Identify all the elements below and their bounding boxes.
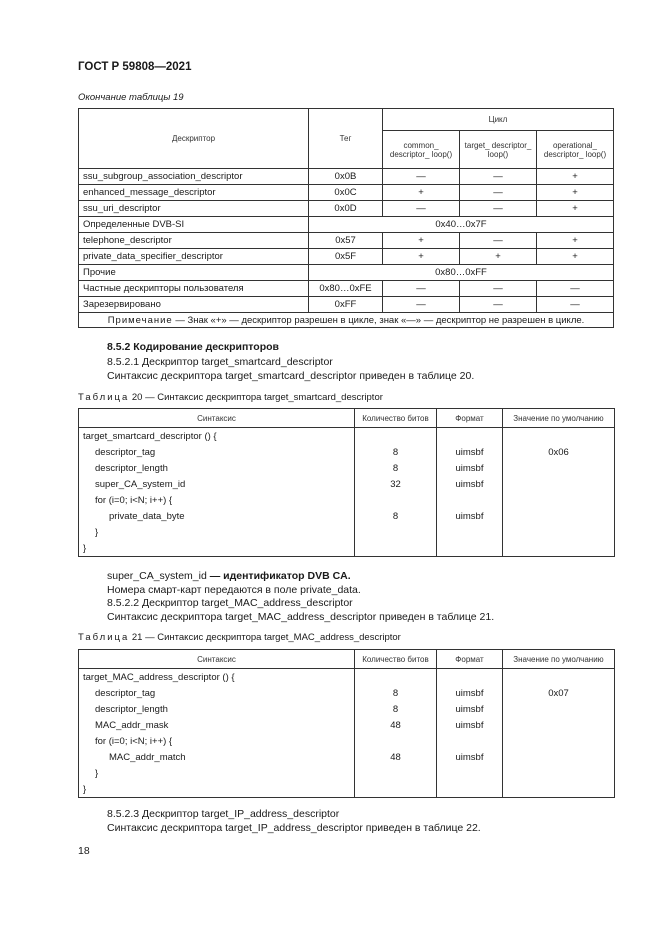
cell-syntax: for (i=0; i<N; i++) { (79, 733, 355, 749)
cell-default: 0x06 (503, 444, 615, 460)
cell-bits: 32 (355, 476, 437, 492)
cell-descriptor: Зарезервировано (79, 297, 309, 313)
cell-target: — (460, 185, 537, 201)
cell-syntax: } (79, 524, 355, 540)
table-row (79, 685, 615, 701)
cell-common: — (383, 281, 460, 297)
table-row (79, 508, 615, 524)
cell-syntax: private_data_byte (79, 508, 355, 524)
col-default: Значение по умолчанию (503, 650, 615, 669)
col-format: Формат (437, 650, 503, 669)
table-row (79, 444, 615, 460)
cell-target: — (460, 233, 537, 249)
table-19 (78, 108, 614, 328)
table19-note (79, 313, 614, 328)
cell-descriptor: enhanced_message_descriptor (79, 185, 309, 201)
table-row (79, 297, 614, 313)
cell-descriptor: telephone_descriptor (79, 233, 309, 249)
cell-common: + (383, 233, 460, 249)
paragraph: Синтаксис дескриптора target_MAC_address_descriptor приведен в таблице 21. (107, 611, 495, 623)
document-id: ГОСТ Р 59808—2021 (78, 61, 192, 73)
page-number: 18 (78, 845, 90, 857)
col-common: common_ descriptor_ loop() (383, 131, 460, 169)
cell-format (437, 428, 503, 445)
cell-bits: 8 (355, 508, 437, 524)
cell-descriptor: Частные дескрипторы пользователя (79, 281, 309, 297)
cell-default (503, 717, 615, 733)
table-row (79, 428, 615, 445)
cell-default (503, 781, 615, 798)
cell-operational: — (537, 281, 614, 297)
cell-default (503, 701, 615, 717)
table-row (79, 265, 614, 281)
col-syntax: Синтаксис (79, 409, 355, 428)
cell-default (503, 669, 615, 686)
cell-syntax: descriptor_tag (79, 685, 355, 701)
table-row (79, 249, 614, 265)
cell-format: uimsbf (437, 476, 503, 492)
cell-syntax: for (i=0; i<N; i++) { (79, 492, 355, 508)
cell-format (437, 669, 503, 686)
cell-format (437, 781, 503, 798)
paragraph: Номера смарт-карт передаются в поле private_data. (107, 584, 361, 596)
cell-common: — (383, 201, 460, 217)
cell-syntax: target_smartcard_descriptor () { (79, 428, 355, 445)
col-default: Значение по умолчанию (503, 409, 615, 428)
table-row (79, 781, 615, 798)
cell-default: 0x07 (503, 685, 615, 701)
col-bits: Количество битов (355, 650, 437, 669)
cell-format (437, 765, 503, 781)
cell-bits: 8 (355, 460, 437, 476)
cell-tag: 0xFF (309, 297, 383, 313)
term-definition: super_CA_system_id — идентификатор DVB CA. (107, 570, 351, 582)
cell-target: + (460, 249, 537, 265)
table-row (79, 233, 614, 249)
cell-tag: 0x57 (309, 233, 383, 249)
cell-syntax: MAC_addr_match (79, 749, 355, 765)
cell-default (503, 540, 615, 557)
cell-bits (355, 781, 437, 798)
cell-syntax: descriptor_length (79, 460, 355, 476)
paragraph: Синтаксис дескриптора target_smartcard_descriptor приведен в таблице 20. (107, 370, 475, 382)
cell-descriptor: private_data_specifier_descriptor (79, 249, 309, 265)
cell-common: — (383, 297, 460, 313)
col-tag: Тег (309, 109, 383, 169)
cell-default (503, 492, 615, 508)
cell-common: + (383, 249, 460, 265)
table20-caption: Таблица 20 — Синтаксис дескриптора target_smartcard_descriptor (78, 392, 383, 403)
table-row (79, 701, 615, 717)
cell-syntax: super_CA_system_id (79, 476, 355, 492)
table-row (79, 749, 615, 765)
cell-tag-range: 0x40…0x7F (309, 217, 614, 233)
cell-default (503, 476, 615, 492)
cell-default (503, 765, 615, 781)
cell-bits (355, 540, 437, 557)
table-row (79, 540, 615, 557)
cell-default (503, 428, 615, 445)
note-label: Примечание (107, 314, 173, 326)
cell-format: uimsbf (437, 460, 503, 476)
table-row (79, 169, 614, 185)
cell-syntax: MAC_addr_mask (79, 717, 355, 733)
cell-default (503, 508, 615, 524)
cell-descriptor: ssu_subgroup_association_descriptor (79, 169, 309, 185)
cell-target: — (460, 297, 537, 313)
cell-default (503, 733, 615, 749)
cell-operational: + (537, 201, 614, 217)
cell-common: + (383, 185, 460, 201)
cell-format (437, 492, 503, 508)
paragraph: Синтаксис дескриптора target_IP_address_descriptor приведен в таблице 22. (107, 822, 481, 834)
subsection-title: 8.5.2.1 Дескриптор target_smartcard_descriptor (107, 356, 333, 368)
cell-operational: + (537, 169, 614, 185)
cell-bits (355, 733, 437, 749)
table-row (79, 185, 614, 201)
section-heading: 8.5.2 Кодирование дескрипторов (107, 341, 279, 353)
table-row (79, 460, 615, 476)
table-row (79, 717, 615, 733)
cell-tag: 0x0B (309, 169, 383, 185)
cell-tag-range: 0x80…0xFF (309, 265, 614, 281)
cell-target: — (460, 169, 537, 185)
cell-bits (355, 524, 437, 540)
cell-bits (355, 669, 437, 686)
cell-tag: 0x0D (309, 201, 383, 217)
cell-format: uimsbf (437, 444, 503, 460)
table-row (79, 524, 615, 540)
cell-syntax: descriptor_tag (79, 444, 355, 460)
cell-bits: 8 (355, 444, 437, 460)
cell-descriptor: Определенные DVB-SI (79, 217, 309, 233)
subsection-title: 8.5.2.2 Дескриптор target_MAC_address_descriptor (107, 597, 353, 609)
table-row (79, 217, 614, 233)
cell-syntax: } (79, 765, 355, 781)
cell-default (503, 749, 615, 765)
cell-default (503, 524, 615, 540)
col-cycle: Цикл (383, 109, 614, 131)
cell-bits: 48 (355, 749, 437, 765)
cell-syntax: } (79, 781, 355, 798)
col-syntax: Синтаксис (79, 650, 355, 669)
cell-format: uimsbf (437, 717, 503, 733)
cell-format: uimsbf (437, 685, 503, 701)
cell-descriptor: ssu_uri_descriptor (79, 201, 309, 217)
col-bits: Количество битов (355, 409, 437, 428)
note-text: — Знак «+» — дескриптор разрешен в цикле, знак «—» — дескриптор не разрешен в цикле. (172, 314, 585, 326)
cell-tag: 0x0C (309, 185, 383, 201)
table-row (79, 281, 614, 297)
table-row (79, 492, 615, 508)
cell-bits (355, 428, 437, 445)
cell-operational: — (537, 297, 614, 313)
cell-tag: 0x5F (309, 249, 383, 265)
col-target: target_ descriptor_ loop() (460, 131, 537, 169)
table-row (79, 476, 615, 492)
cell-default (503, 460, 615, 476)
cell-format (437, 524, 503, 540)
table21-caption: Таблица 21 — Синтаксис дескриптора target_MAC_address_descriptor (78, 632, 401, 643)
col-descriptor: Дескриптор (79, 109, 309, 169)
table-row (79, 733, 615, 749)
cell-format: uimsbf (437, 701, 503, 717)
cell-operational: + (537, 249, 614, 265)
table-20 (78, 408, 615, 557)
cell-format (437, 733, 503, 749)
cell-format (437, 540, 503, 557)
table19-caption: Окончание таблицы 19 (78, 92, 184, 103)
col-format: Формат (437, 409, 503, 428)
cell-bits: 8 (355, 685, 437, 701)
cell-common: — (383, 169, 460, 185)
cell-operational: + (537, 185, 614, 201)
cell-syntax: target_MAC_address_descriptor () { (79, 669, 355, 686)
cell-format: uimsbf (437, 749, 503, 765)
table-row (79, 669, 615, 686)
cell-operational: + (537, 233, 614, 249)
cell-bits (355, 765, 437, 781)
table-row (79, 201, 614, 217)
cell-target: — (460, 201, 537, 217)
table-row (79, 765, 615, 781)
cell-bits: 48 (355, 717, 437, 733)
cell-target: — (460, 281, 537, 297)
cell-bits: 8 (355, 701, 437, 717)
cell-descriptor: Прочие (79, 265, 309, 281)
cell-bits (355, 492, 437, 508)
subsection-title: 8.5.2.3 Дескриптор target_IP_address_descriptor (107, 808, 340, 820)
cell-syntax: descriptor_length (79, 701, 355, 717)
cell-tag: 0x80…0xFE (309, 281, 383, 297)
cell-format: uimsbf (437, 508, 503, 524)
cell-syntax: } (79, 540, 355, 557)
col-operational: operational_ descriptor_ loop() (537, 131, 614, 169)
table-21 (78, 649, 615, 798)
